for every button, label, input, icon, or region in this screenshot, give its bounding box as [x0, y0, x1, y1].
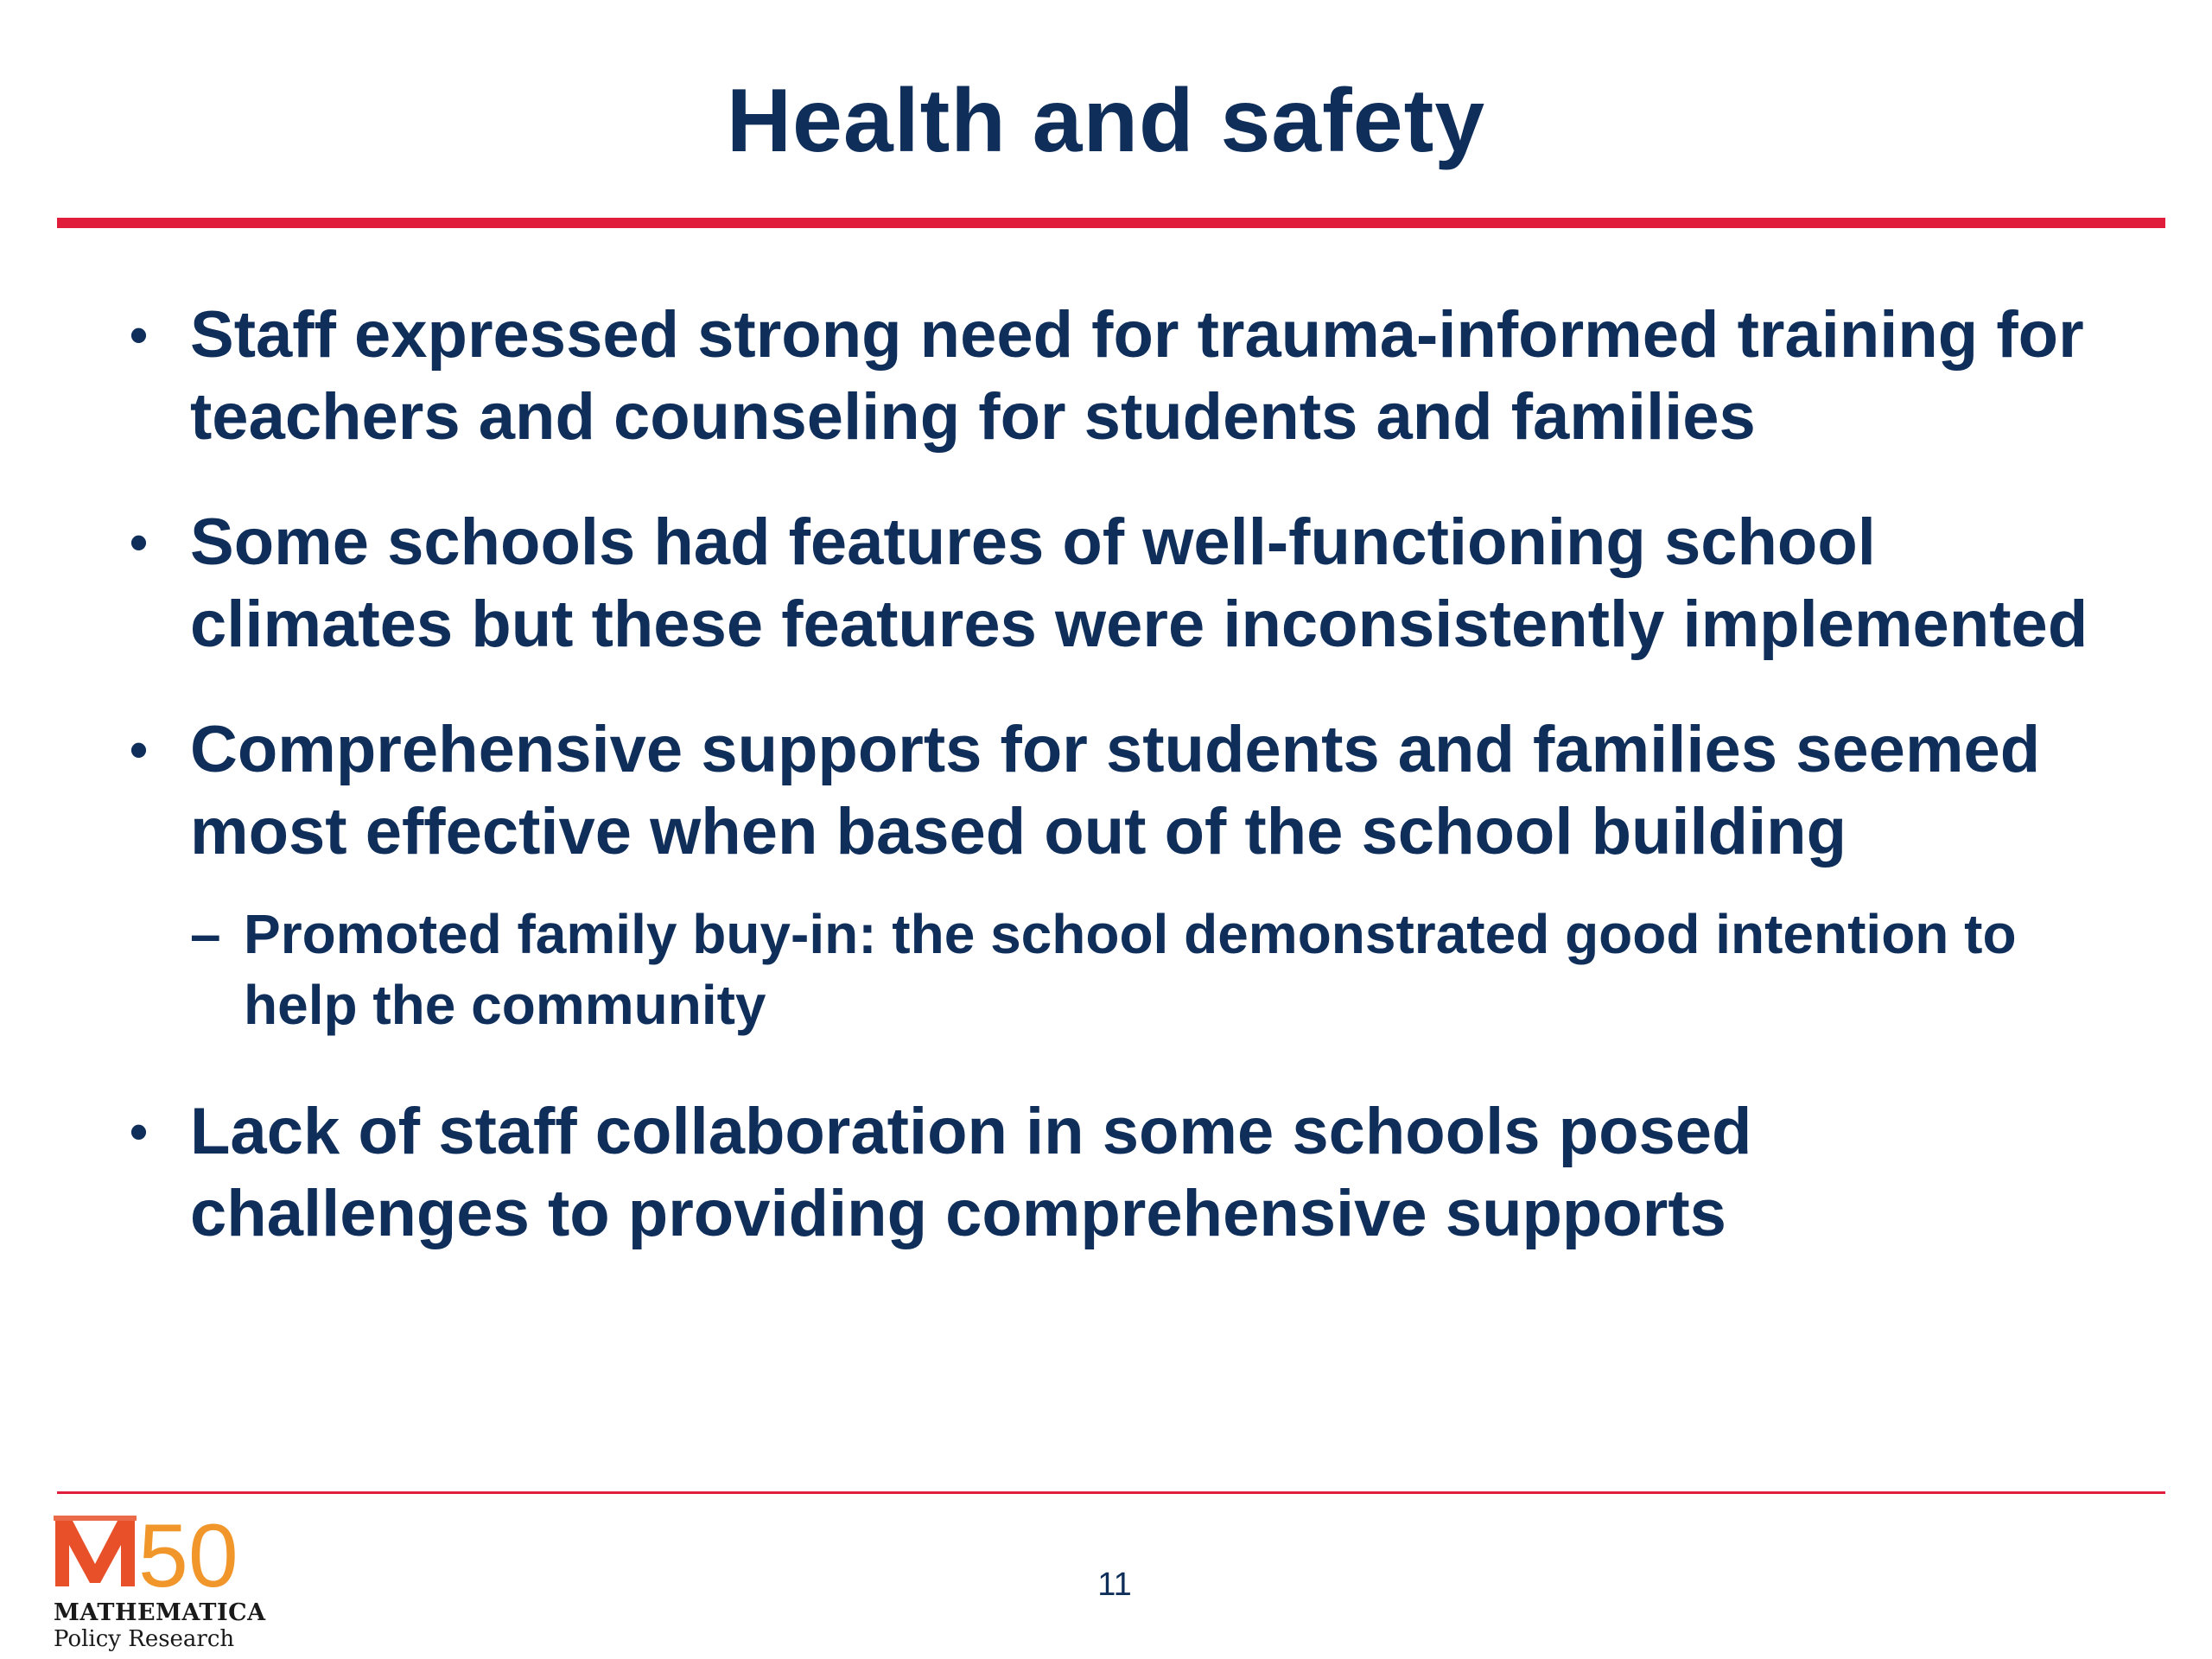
bullet-item	[130, 501, 2100, 665]
bullet-item	[130, 709, 2100, 873]
logo-tagline: Policy Research	[54, 1626, 235, 1652]
m50-logo-mark	[52, 1503, 259, 1595]
title-divider	[57, 218, 2165, 228]
bullet-marker: •	[130, 513, 149, 571]
bullet-item	[130, 1090, 2100, 1255]
footer-divider	[57, 1491, 2165, 1494]
sub-bullet-item	[130, 899, 2100, 1040]
bullet-text: Comprehensive supports for students and families seemed most effective when based out of the school building	[190, 713, 2041, 868]
bullet-marker: •	[130, 306, 149, 364]
bullet-item	[130, 294, 2100, 458]
slide-title: Health and safety	[726, 71, 1486, 171]
page-number: 11	[1097, 1567, 1132, 1603]
bullet-marker: •	[130, 721, 149, 779]
bullet-list	[130, 294, 2100, 1298]
sub-bullet-text: Promoted family buy-in: the school demonstrated good intention to help the community	[244, 903, 2017, 1036]
logo-wordmark: MATHEMATICA	[54, 1599, 266, 1626]
bullet-text: Staff expressed strong need for trauma-informed training for teachers and counseling for students and families	[190, 298, 2084, 454]
bullet-text: Lack of staff collaboration in some schools posed challenges to providing comprehensive supports	[190, 1095, 1752, 1250]
sub-bullet-marker: –	[190, 903, 221, 965]
bullet-marker: •	[130, 1103, 149, 1160]
bullet-text: Some schools had features of well-functioning school climates but these features were inconsistently implemented	[190, 505, 2088, 661]
svg-text:50: 50	[138, 1506, 238, 1595]
mathematica-logo	[52, 1503, 266, 1652]
